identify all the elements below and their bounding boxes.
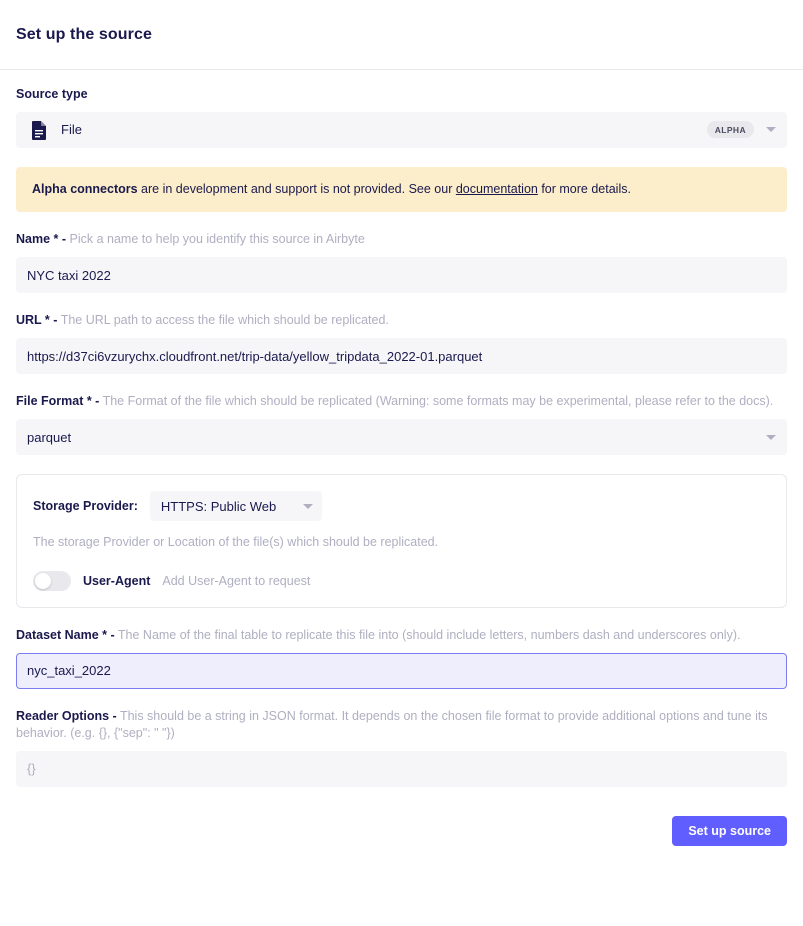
- reader-options-placeholder: {}: [27, 761, 36, 777]
- chevron-down-icon: [766, 435, 776, 440]
- reader-options-label-text: Reader Options -: [16, 708, 117, 723]
- storage-provider-label: Storage Provider:: [33, 499, 138, 513]
- chevron-down-icon: [766, 127, 776, 132]
- form-footer: [0, 806, 803, 846]
- file-format-select[interactable]: [16, 419, 787, 455]
- url-label-text: URL * -: [16, 313, 58, 328]
- storage-provider-description: The storage Provider or Location of the file(s) which should be replicated.: [33, 535, 439, 549]
- source-type-block: [16, 86, 787, 148]
- callout-text-after: for more details.: [537, 181, 631, 196]
- user-agent-label: User-Agent: [83, 574, 151, 588]
- storage-provider-select[interactable]: [150, 491, 322, 521]
- reader-options-description: This should be a string in JSON format. It depends on the chosen file format to provide additional options and tune its behavior. (e.g. {}, {"sep": " "}): [16, 708, 768, 740]
- url-input[interactable]: [16, 338, 787, 374]
- name-input-value: NYC taxi 2022: [27, 267, 111, 283]
- file-format-block: [16, 393, 787, 455]
- name-label: [16, 231, 787, 248]
- toggle-knob: [35, 573, 51, 589]
- source-setup-form: [0, 70, 803, 787]
- dataset-name-input-value: nyc_taxi_2022: [27, 663, 111, 679]
- reader-options-input[interactable]: [16, 751, 787, 787]
- storage-provider-value: HTTPS: Public Web: [160, 498, 277, 514]
- storage-provider-row: [33, 491, 770, 521]
- source-type-select[interactable]: [16, 112, 787, 148]
- source-type-value: File: [61, 122, 82, 138]
- dataset-name-block: [16, 627, 787, 689]
- reader-options-label: [16, 708, 787, 742]
- name-input[interactable]: [16, 257, 787, 293]
- url-block: [16, 312, 787, 374]
- dataset-name-input[interactable]: [16, 653, 787, 689]
- url-label: [16, 312, 787, 329]
- callout-text-before: are in development and support is not provided. See our: [137, 181, 456, 196]
- url-description: The URL path to access the file which should be replicated.: [60, 313, 389, 328]
- dataset-name-label: [16, 627, 787, 644]
- file-format-label-text: File Format * -: [16, 394, 100, 409]
- chevron-down-icon: [303, 504, 313, 509]
- file-format-value: parquet: [27, 429, 72, 445]
- page-title: Set up the source: [16, 25, 152, 43]
- user-agent-description: Add User-Agent to request: [162, 574, 311, 588]
- documentation-link[interactable]: documentation: [455, 181, 538, 196]
- source-type-label: [16, 86, 787, 103]
- user-agent-row: [33, 571, 770, 591]
- reader-options-block: [16, 708, 787, 787]
- url-input-value: https://d37ci6vzurychx.cloudfront.net/trip-data/yellow_tripdata_2022-01.parquet: [27, 348, 483, 364]
- name-label-text: Name * -: [16, 232, 67, 247]
- dataset-name-label-text: Dataset Name * -: [16, 628, 115, 642]
- name-description: Pick a name to help you identify this source in Airbyte: [69, 232, 365, 247]
- dataset-name-description: The Name of the final table to replicate this file into (should include letters, numbers dash and underscores only).: [117, 628, 741, 642]
- document-icon: [27, 118, 51, 142]
- storage-provider-group: [16, 474, 787, 608]
- file-format-description: The Format of the file which should be replicated (Warning: some formats may be experimental, please refer to the docs).: [102, 394, 774, 409]
- set-up-source-button[interactable]: Set up source: [672, 816, 787, 846]
- file-format-label: [16, 393, 787, 410]
- callout-bold-text: Alpha connectors: [32, 181, 138, 196]
- user-agent-toggle[interactable]: [33, 571, 71, 591]
- name-block: [16, 231, 787, 293]
- status-badge: ALPHA: [707, 121, 754, 138]
- page-header: [0, 0, 803, 70]
- source-type-label-text: Source type: [16, 87, 88, 101]
- alpha-connector-callout: [16, 167, 787, 213]
